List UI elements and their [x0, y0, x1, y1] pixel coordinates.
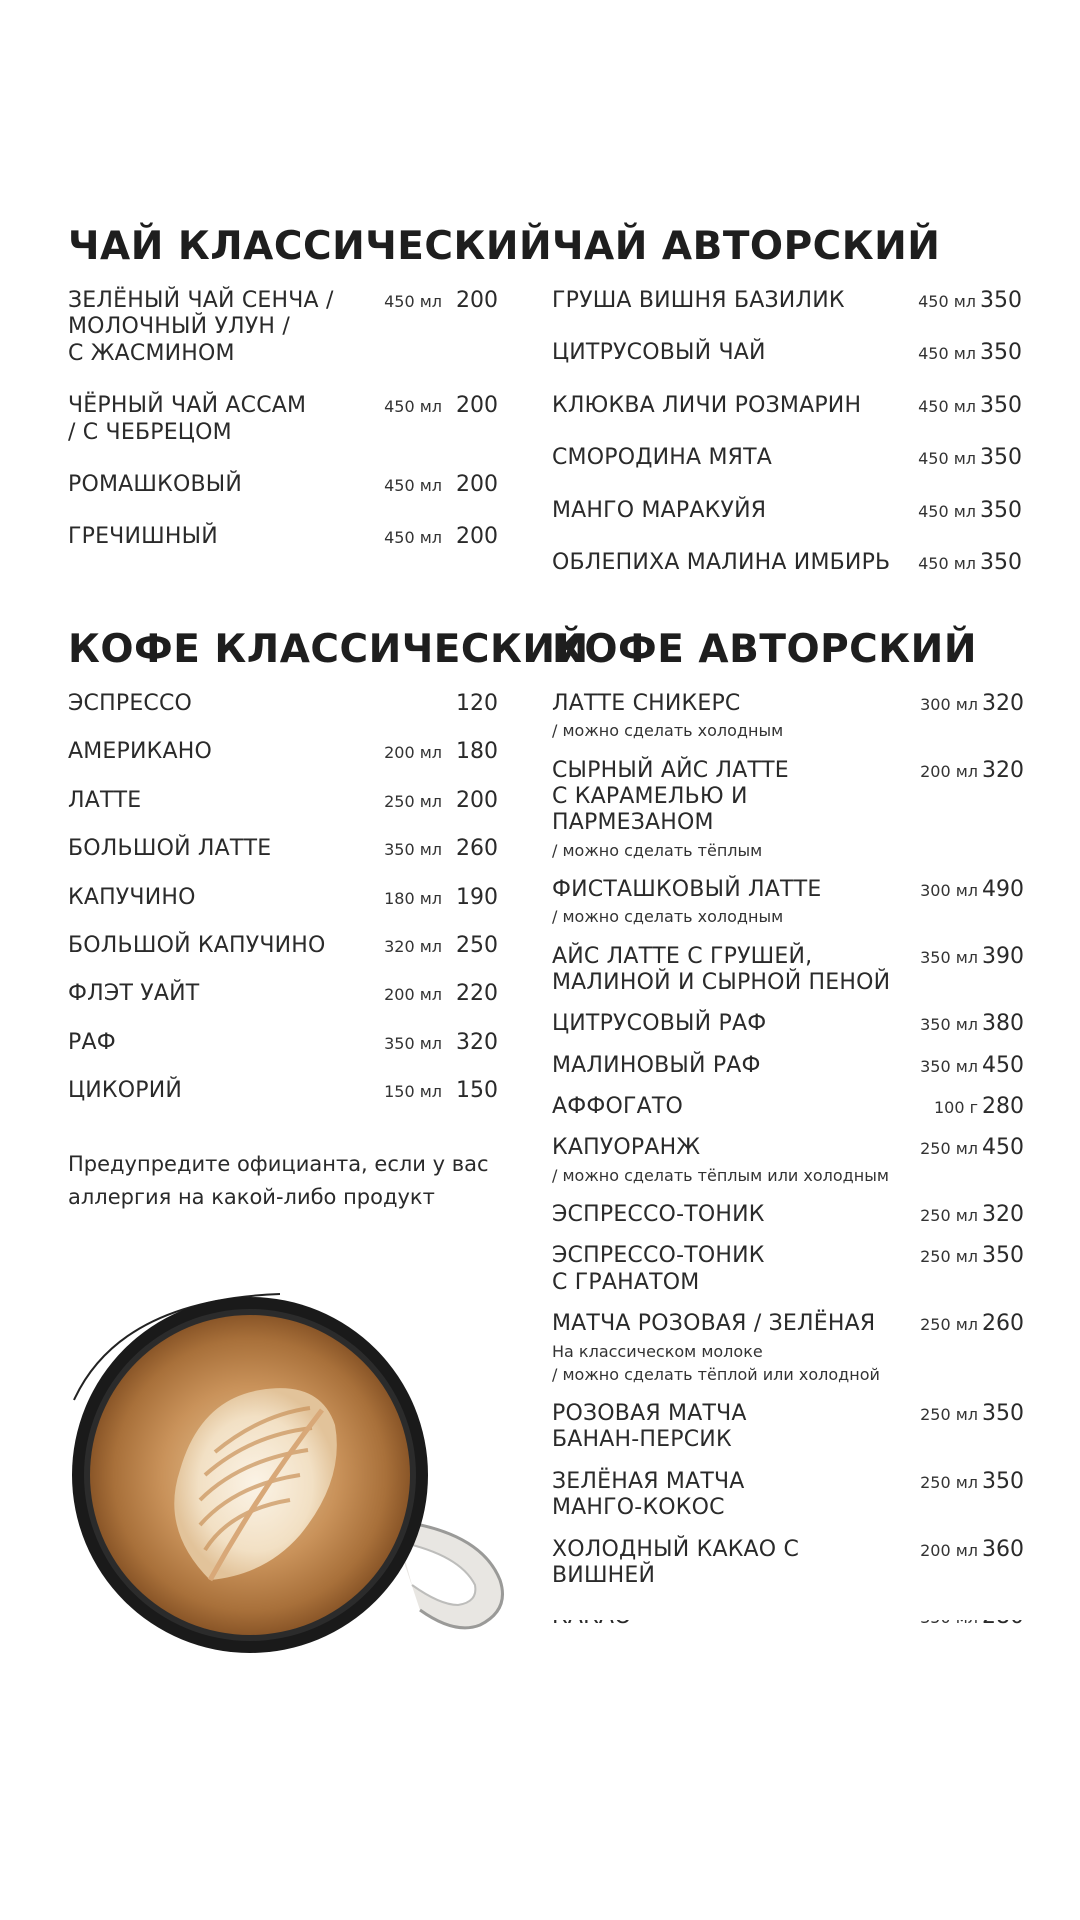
item-price: 260: [982, 1311, 1024, 1337]
item-volume: 450 мл: [384, 397, 442, 417]
menu-item: [552, 1135, 1024, 1187]
item-price: 350: [982, 1243, 1024, 1269]
item-name: ЗЕЛЁНЫЙ ЧАЙ СЕНЧА / МОЛОЧНЫЙ УЛУН / С ЖАСМИНОМ: [68, 288, 334, 366]
section-title: ЧАЙ АВТОРСКИЙ: [552, 224, 941, 269]
menu-item: [552, 1243, 1024, 1296]
item-volume: 200 мл: [384, 985, 442, 1005]
tea-author-section: [552, 224, 1022, 602]
coffee-author-list: [552, 691, 1024, 1631]
menu-item: [68, 393, 552, 446]
menu-item: [68, 981, 589, 1007]
menu-item: [68, 885, 589, 911]
coffee-author-section: [552, 627, 1024, 1646]
item-note: / можно сделать холодным: [552, 721, 784, 741]
item-volume: 250 мл: [920, 1315, 978, 1335]
item-name: ГРЕЧИШНЫЙ: [68, 524, 218, 550]
item-price: 320: [982, 691, 1024, 716]
item-price: 190: [456, 884, 498, 910]
item-volume: 450 мл: [918, 501, 976, 521]
tea-author-list: [552, 288, 1022, 576]
item-name: ЛАТТЕ СНИКЕРС: [552, 691, 741, 716]
menu-item: [552, 1311, 1024, 1386]
menu-item: [68, 739, 589, 765]
item-name: ФЛЭТ УАЙТ: [68, 981, 200, 1007]
tea-classic-list: [68, 288, 552, 551]
item-name: КАПУЧИНО: [68, 884, 196, 910]
item-price: 320: [982, 1202, 1024, 1228]
item-name: ЦИТРУСОВЫЙ РАФ: [552, 1011, 767, 1037]
menu-item: [552, 1094, 1024, 1120]
item-price: 200: [456, 524, 498, 550]
item-name: ФИСТАШКОВЫЙ ЛАТТЕ: [552, 876, 822, 902]
menu-item: [552, 691, 1024, 743]
item-price: 200: [456, 288, 498, 313]
item-volume: 250 мл: [920, 1404, 978, 1424]
menu-item: [552, 944, 1024, 997]
item-name: АЙС ЛАТТЕ С ГРУШЕЙ, МАЛИНОЙ И СЫРНОЙ ПЕНОЙ: [552, 943, 891, 995]
item-price: 350: [982, 1400, 1024, 1426]
menu-item: [552, 550, 1022, 576]
item-price: 320: [456, 1029, 498, 1055]
item-name: АМЕРИКАНО: [68, 739, 212, 765]
menu-item: [552, 758, 1024, 862]
item-price: 200: [456, 471, 498, 497]
item-price: 250: [456, 932, 498, 958]
item-volume: 180 мл: [384, 888, 442, 908]
item-volume: 350 мл: [384, 1033, 442, 1053]
item-volume: 350 мл: [384, 840, 442, 860]
item-name: ЦИКОРИЙ: [68, 1078, 183, 1104]
item-name: РОМАШКОВЫЙ: [68, 471, 243, 497]
item-volume: 250 мл: [920, 1472, 978, 1492]
item-volume: 450 мл: [384, 528, 442, 548]
item-note: / можно сделать тёплым или холодным: [552, 1165, 889, 1185]
item-note: / можно сделать холодным: [552, 907, 784, 927]
item-name: ЭСПРЕССО-ТОНИК: [552, 1202, 765, 1228]
item-name: ХОЛОДНЫЙ КАКАО С ВИШНЕЙ: [552, 1536, 800, 1588]
item-price: 380: [982, 1011, 1024, 1037]
item-name: СЫРНЫЙ АЙС ЛАТТЕ С КАРАМЕЛЬЮ И ПАРМЕЗАНОМ: [552, 757, 789, 836]
item-volume: 450 мл: [918, 396, 976, 416]
item-price: 350: [980, 392, 1022, 418]
menu-item: [552, 1469, 1024, 1522]
item-note: На классическом молоке / можно сделать тёплой или холодной: [552, 1341, 880, 1384]
item-volume: 200 мл: [920, 1540, 978, 1560]
item-price: 200: [456, 393, 498, 419]
item-price: 260: [456, 836, 498, 862]
menu-item: [552, 288, 1022, 314]
item-volume: 250 мл: [920, 1206, 978, 1226]
coffee-classic-list: [68, 691, 589, 1105]
item-price: 180: [456, 739, 498, 765]
item-name: БОЛЬШОЙ ЛАТТЕ: [68, 836, 272, 862]
item-name: КАПУОРАНЖ: [552, 1135, 701, 1161]
item-price: 350: [982, 1468, 1024, 1494]
item-volume: [374, 691, 442, 717]
item-name: РАФ: [68, 1029, 116, 1055]
menu-item: [68, 288, 552, 367]
item-price: 150: [456, 1078, 498, 1104]
item-price: 450: [982, 1135, 1024, 1161]
item-name: МАТЧА РОЗОВАЯ / ЗЕЛЁНАЯ: [552, 1311, 876, 1337]
item-volume: 450 мл: [918, 553, 976, 573]
menu-item: [552, 340, 1022, 366]
item-volume: 320 мл: [384, 936, 442, 956]
item-price: 350: [980, 549, 1022, 575]
item-price: 450: [982, 1052, 1024, 1078]
item-volume: 250 мл: [920, 1247, 978, 1267]
item-price: 280: [982, 1094, 1024, 1120]
item-price: 350: [980, 288, 1022, 313]
item-name: МАНГО МАРАКУЙЯ: [552, 497, 767, 523]
item-name: ЗЕЛЁНАЯ МАТЧА МАНГО-КОКОС: [552, 1468, 745, 1521]
menu-item: [68, 1078, 589, 1104]
item-price: 120: [456, 691, 498, 716]
item-name: ГРУША ВИШНЯ БАЗИЛИК: [552, 288, 845, 313]
item-name: ЛАТТЕ: [68, 787, 142, 813]
item-volume: 450 мл: [384, 475, 442, 495]
item-name: ЭСПРЕССО: [68, 691, 193, 716]
item-name: ЭСПРЕССО-ТОНИК С ГРАНАТОМ: [552, 1243, 765, 1295]
item-price: 320: [982, 757, 1024, 783]
item-name: АФФОГАТО: [552, 1094, 684, 1120]
item-price: 350: [980, 497, 1022, 523]
item-name: РОЗОВАЯ МАТЧА БАНАН-ПЕРСИК: [552, 1400, 747, 1453]
item-price: 390: [982, 943, 1024, 969]
item-name: КЛЮКВА ЛИЧИ РОЗМАРИН: [552, 392, 862, 418]
menu-item: [552, 498, 1022, 524]
menu-item: [68, 933, 589, 959]
item-volume: 300 мл: [920, 695, 978, 714]
item-volume: 150 мл: [384, 1082, 442, 1102]
item-price: 350: [980, 445, 1022, 471]
item-price: 220: [456, 981, 498, 1007]
menu-item: [552, 877, 1024, 929]
item-volume: 450 мл: [918, 449, 976, 469]
menu-item: [552, 1202, 1024, 1228]
item-volume: 350 мл: [920, 1056, 978, 1076]
menu-item: [68, 472, 552, 498]
menu-item: [552, 1053, 1024, 1079]
menu-item: [68, 524, 552, 550]
menu-item: [552, 1401, 1024, 1454]
item-name: БОЛЬШОЙ КАПУЧИНО: [68, 932, 326, 958]
menu-item: [552, 1537, 1024, 1590]
item-volume: 250 мл: [920, 1139, 978, 1159]
item-name: ОБЛЕПИХА МАЛИНА ИМБИРЬ: [552, 549, 891, 575]
item-price: 200: [456, 787, 498, 813]
bottom-fade: [540, 1592, 1060, 1620]
item-price: 350: [980, 340, 1022, 366]
menu-item: [68, 1030, 589, 1056]
item-price: 360: [982, 1536, 1024, 1562]
item-volume: 350 мл: [920, 947, 978, 967]
coffee-cup-latte-art-icon: [60, 1280, 520, 1680]
coffee-classic-section: [68, 627, 589, 1127]
item-volume: 200 мл: [920, 761, 978, 781]
section-title: КОФЕ КЛАССИЧЕСКИЙ: [68, 627, 589, 672]
section-title: КОФЕ АВТОРСКИЙ: [552, 627, 977, 672]
menu-item: [552, 445, 1022, 471]
item-volume: 450 мл: [918, 344, 976, 364]
menu-item: [552, 393, 1022, 419]
item-volume: 250 мл: [384, 791, 442, 811]
item-name: СМОРОДИНА МЯТА: [552, 445, 773, 471]
item-name: ЦИТРУСОВЫЙ ЧАЙ: [552, 340, 766, 366]
section-title: ЧАЙ КЛАССИЧЕСКИЙ: [68, 224, 553, 269]
item-name: МАЛИНОВЫЙ РАФ: [552, 1052, 761, 1078]
menu-item: [68, 836, 589, 862]
item-volume: 100 г: [933, 1098, 978, 1118]
tea-classic-section: [68, 224, 553, 577]
item-volume: 450 мл: [918, 292, 976, 311]
item-volume: 300 мл: [920, 880, 978, 900]
item-note: / можно сделать тёплым: [552, 840, 763, 860]
item-volume: 450 мл: [384, 292, 442, 311]
item-name: ЧЁРНЫЙ ЧАЙ АССАМ / С ЧЕБРЕЦОМ: [68, 393, 307, 445]
item-volume: 350 мл: [920, 1015, 978, 1035]
menu-item: [68, 788, 589, 814]
allergy-notice: Предупредите официанта, если у вас аллергия на какой-либо продукт: [68, 1152, 489, 1209]
menu-item: [68, 691, 589, 717]
item-volume: 200 мл: [384, 743, 442, 763]
menu-item: [552, 1011, 1024, 1037]
item-price: 490: [982, 876, 1024, 902]
